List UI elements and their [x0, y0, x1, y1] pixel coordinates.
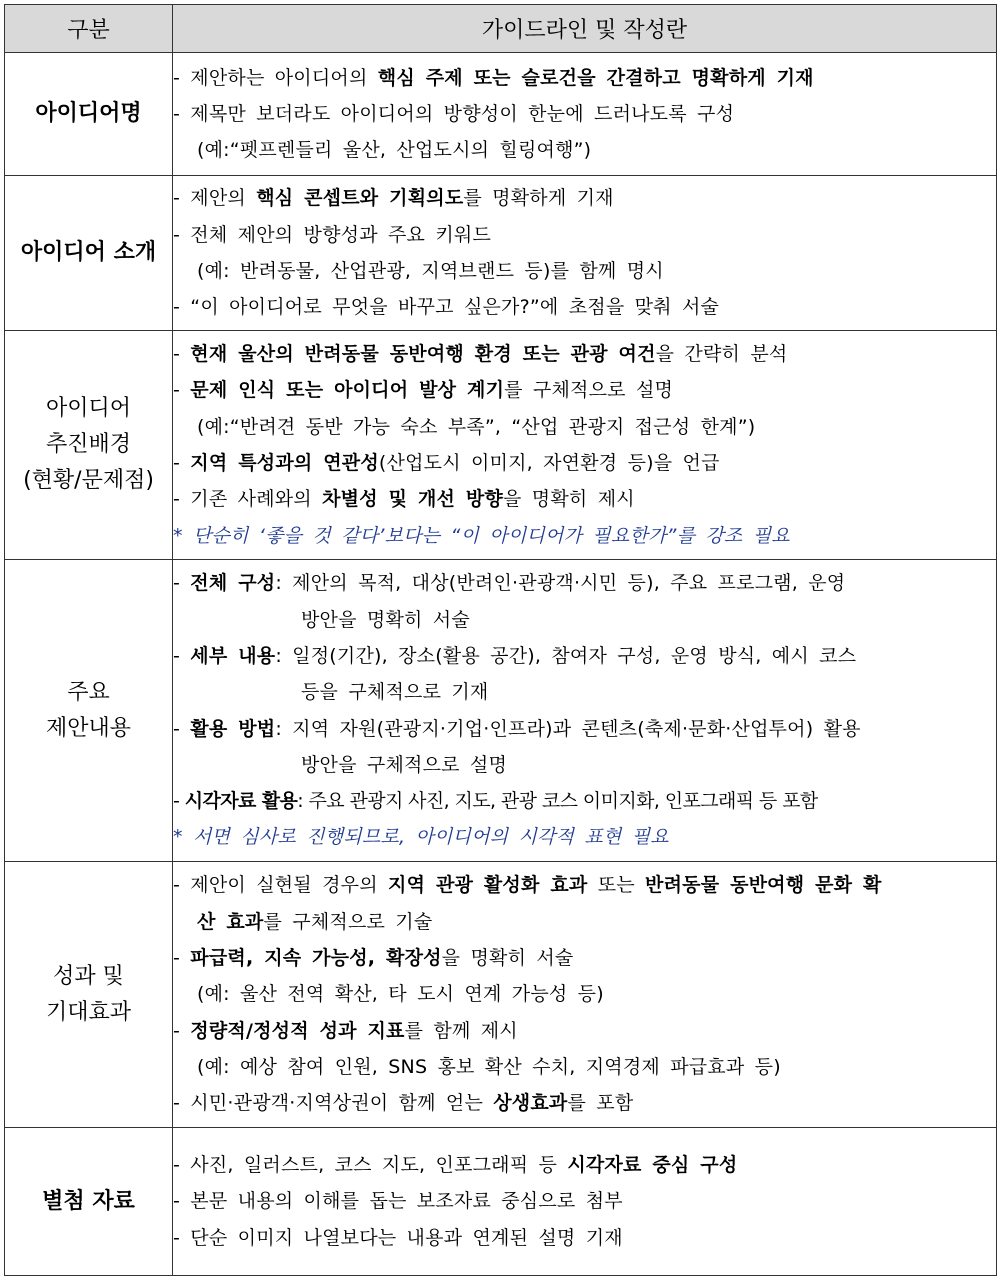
category-label: 별첨 자료 — [5, 1128, 173, 1276]
guideline-line: - 지역 특성과의 연관성(산업도시 이미지, 자연환경 등)을 언급 — [173, 452, 720, 474]
guideline-line: 방안을 구체적으로 설명 — [301, 753, 508, 776]
guideline-cell — [173, 331, 997, 560]
guideline-line: - 제안의 핵심 콘셉트와 기획의도를 명확하게 기재 — [173, 187, 614, 210]
guideline-line: - 사진, 일러스트, 코스 지도, 인포그래픽 등 시각자료 중심 구성 — [173, 1154, 738, 1177]
guideline-line: 등을 구체적으로 기재 — [301, 681, 489, 704]
guideline-line: (예:“반려견 동반 가능 숙소 부족”, “산업 관광지 접근성 한계”) — [197, 415, 756, 438]
guideline-line: - “이 아이디어로 무엇을 바꾸고 싶은가?”에 초점을 맞춰 서술 — [173, 296, 720, 319]
guideline-line: - 시각자료 활용: 주요 관광지 사진, 지도, 관광 코스 이미지화, 인포그래픽 등 포함 — [173, 790, 818, 813]
guideline-note: * 단순히 ‘좋을 것 같다’보다는 “이 아이디어가 필요한가”를 강조 필요 — [173, 524, 790, 547]
row-expected-effect — [5, 862, 997, 1128]
guideline-line: - 세부 내용: 일정(기간), 장소(활용 공간), 참여자 구성, 운영 방식, 예시 코스 — [173, 644, 857, 667]
category-label: 성과 및 기대효과 — [5, 862, 173, 1128]
header-category: 구분 — [5, 5, 173, 53]
guideline-line: - 본문 내용의 이해를 돕는 보조자료 중심으로 첨부 — [173, 1190, 623, 1213]
category-label: 아이디어 소개 — [5, 176, 173, 331]
guideline-line: - 제안이 실현될 경우의 지역 관광 활성화 효과 또는 반려동물 동반여행 문화 확 — [173, 874, 882, 897]
row-idea-intro — [5, 176, 997, 331]
row-main-proposal — [5, 560, 997, 862]
guideline-note: * 서면 심사로 진행되므로, 아이디어의 시각적 표현 필요 — [173, 826, 669, 849]
row-attachments — [5, 1128, 997, 1276]
guideline-cell — [173, 1128, 997, 1276]
guideline-cell — [173, 176, 997, 331]
guideline-line: - 현재 울산의 반려동물 동반여행 환경 또는 관광 여건을 간략히 분석 — [173, 343, 788, 366]
guideline-line: - 활용 방법: 지역 자원(관광지·기업·인프라)과 콘텐츠(축제·문화·산업투어) 활용 — [173, 717, 861, 740]
guideline-cell — [173, 53, 997, 176]
guideline-table — [4, 4, 997, 1276]
guideline-line: - 전체 구성: 제안의 목적, 대상(반려인·관광객·시민 등), 주요 프로그램, 운영 — [173, 572, 846, 595]
category-label: 아이디어 추진배경 (현황/문제점) — [5, 331, 173, 560]
header-row — [5, 5, 997, 53]
row-background — [5, 331, 997, 560]
guideline-line: - 전체 제안의 방향성과 주요 키워드 — [173, 223, 492, 246]
guideline-line: - 시민·관광객·지역상권이 함께 얻는 상생효과를 포함 — [173, 1092, 634, 1115]
guideline-line: (예: 반려동물, 산업관광, 지역브랜드 등)를 함께 명시 — [197, 260, 664, 282]
guideline-line: - 기존 사례와의 차별성 및 개선 방향을 명확히 제시 — [173, 488, 635, 511]
guideline-line: (예:“펫프렌들리 울산, 산업도시의 힐링여행”) — [197, 139, 592, 162]
guideline-line: 산 효과를 구체적으로 기술 — [197, 910, 433, 933]
guideline-line: - 문제 인식 또는 아이디어 발상 계기를 구체적으로 설명 — [173, 379, 674, 402]
row-idea-name — [5, 53, 997, 176]
guideline-line: (예: 예상 참여 인원, SNS 홍보 확산 수치, 지역경제 파급효과 등) — [197, 1055, 781, 1078]
category-label: 아이디어명 — [5, 53, 173, 176]
guideline-cell — [173, 862, 997, 1128]
guideline-cell — [173, 560, 997, 862]
guideline-line: - 정량적/정성적 성과 지표를 함께 제시 — [173, 1019, 518, 1042]
guideline-line: (예: 울산 전역 확산, 타 도시 연계 가능성 등) — [197, 983, 604, 1006]
guideline-line: 방안을 명확히 서술 — [301, 608, 470, 631]
guideline-line: - 제안하는 아이디어의 핵심 주제 또는 슬로건을 간결하고 명확하게 기재 — [173, 66, 814, 89]
guideline-line: - 제목만 보더라도 아이디어의 방향성이 한눈에 드러나도록 구성 — [173, 102, 735, 125]
guideline-line: - 파급력, 지속 가능성, 확장성을 명확히 서술 — [173, 947, 574, 970]
guideline-line: - 단순 이미지 나열보다는 내용과 연계된 설명 기재 — [173, 1226, 623, 1249]
category-label: 주요 제안내용 — [5, 560, 173, 862]
header-guideline: 가이드라인 및 작성란 — [173, 5, 997, 53]
